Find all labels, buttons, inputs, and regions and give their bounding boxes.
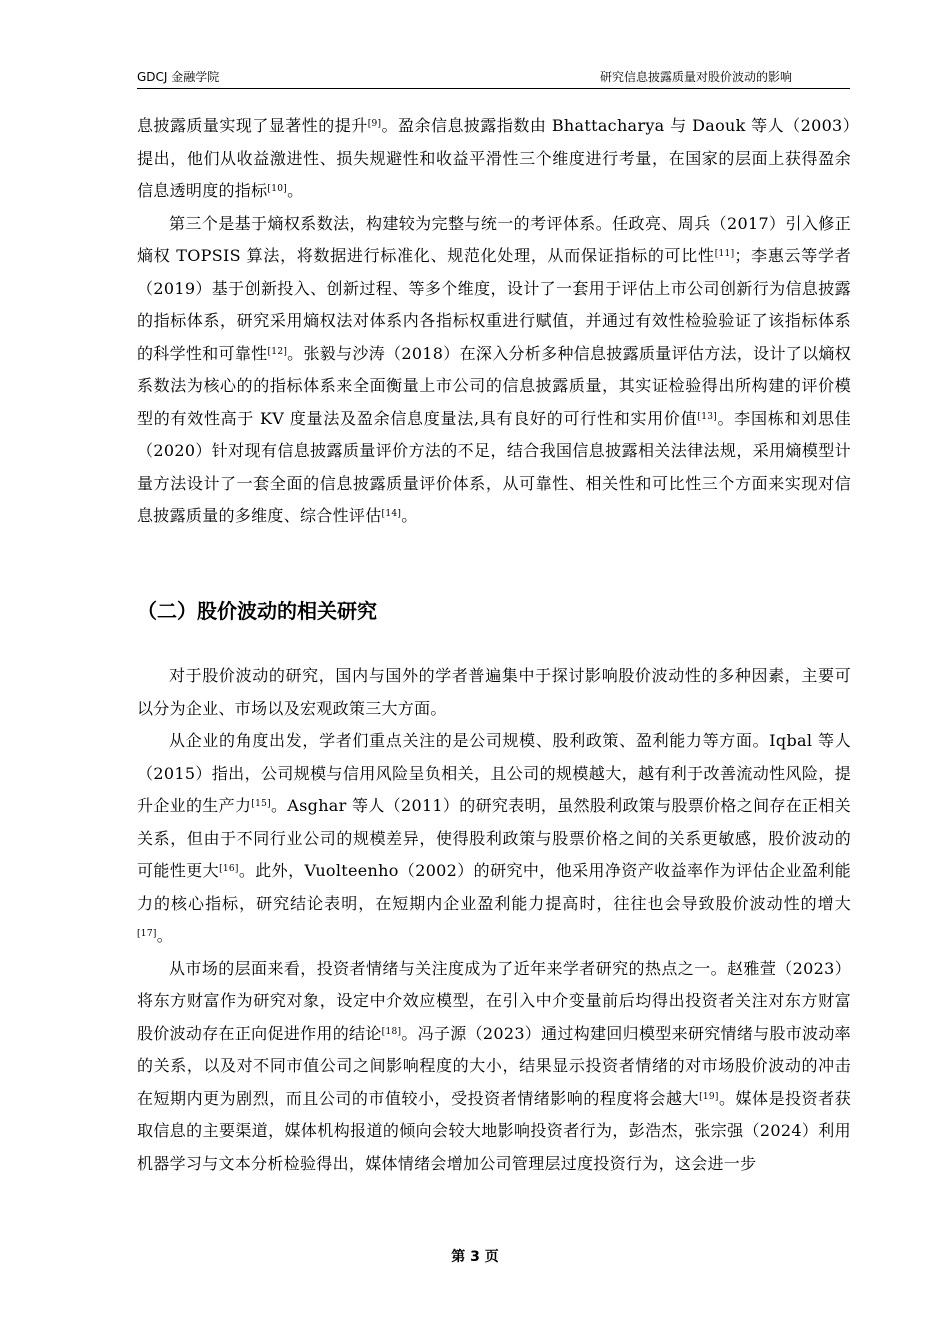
paragraph: [137, 725, 851, 953]
header-thesis-title: 研究信息披露质量对股价波动的影响: [599, 70, 792, 84]
paragraph-text: 。盈余信息披露指数由 Bhattacharya 与 Daouk 等人（2003）提出，他们从收益激进性、损失规避性和收益平滑性三个维度进行考量，在国家的层面上获得盈余信息透明度的指标: [137, 116, 852, 200]
paragraph-text: 。: [401, 506, 418, 525]
paragraph-text: 。冯子源（2023）通过构建回归模型来研究情绪与股市波动率的关系，以及对不同市值公司之间影响程度的大小，结果显示投资者情绪的对市场股价波动的冲击在短期内更为剧烈，而且公司的市值较小，受投资者情绪影响的程度将会越大: [137, 1023, 851, 1108]
page-number: 第 3 页: [451, 1249, 499, 1265]
paragraph: [137, 110, 851, 208]
paragraph-text: 第三个是基于熵权系数法，构建较为完整与统一的考评体系。任政亮、周兵（2017）引入修正熵权 TOPSIS 算法，将数据进行标准化、规范化处理，从而保证指标的可比性: [137, 213, 851, 265]
paragraph-text: 。此外，Vuolteenho（2002）的研究中，他采用净资产收益率作为评估企业盈利能力的核心指标，研究结论表明，在短期内企业盈利能力提高时，往往也会导致股价波动性的增大: [137, 861, 851, 913]
paragraph-text: 。媒体是投资者获取信息的主要渠道，媒体机构报道的倾向会较大地影响投资者行为，彭浩杰，张宗强（2024）利用机器学习与文本分析检验得出，媒体情绪会增加公司管理层过度投资行为，这会进一步: [137, 1088, 851, 1173]
header-institution: GDCJ 金融学院: [137, 70, 220, 84]
citation-ref: [13]: [697, 411, 718, 422]
citation-ref: [14]: [381, 509, 402, 520]
citation-ref: [16]: [219, 864, 239, 875]
citation-ref: [18]: [381, 1026, 402, 1037]
paragraph-text: 对于股价波动的研究，国内与国外的学者普遍集中于探讨影响股价波动性的多种因素，主要可以分为企业、市场以及宏观政策三大方面。: [137, 666, 851, 718]
paragraph-text: 。Asghar 等人（2011）的研究表明，虽然股利政策与股票价格之间存在正相关关系，但由于不同行业公司的规模差异，使得股利政策与股票价格之间的关系更敏感，股价波动的可能性更大: [137, 796, 851, 880]
paragraph: [137, 660, 851, 725]
paragraph-text: 息披露质量实现了显著性的提升: [137, 116, 368, 135]
section-heading: （二）股价波动的相关研究: [137, 599, 377, 623]
paragraph: [137, 953, 851, 1181]
citation-ref: [11]: [714, 249, 735, 260]
paragraph-text: 。: [156, 926, 173, 945]
paragraph-text: 。: [287, 181, 304, 200]
body-text-top: [137, 110, 851, 533]
paragraph-text: 从市场的层面来看，投资者情绪与关注度成为了近年来学者研究的热点之一。赵雅萱（2023）将东方财富作为研究对象，设定中介效应模型，在引入中介变量前后均得出投资者关注对东方财富股价波动存在正向促进作用的结论: [137, 958, 851, 1043]
body-text-bottom: [137, 660, 851, 1180]
paragraph-text: 。张毅与沙涛（2018）在深入分析多种信息披露质量评估方法，设计了以熵权系数法为核心的的指标体系来全面衡量上市公司的信息披露质量，其实证检验得出所构建的评价模型的有效性高于 KV 度量法及盈余信息度量法,具有良好的可行性和实用价值: [137, 343, 851, 428]
citation-ref: [15]: [251, 799, 271, 810]
citation-ref: [9]: [367, 119, 382, 130]
citation-ref: [19]: [699, 1091, 719, 1102]
paragraph-text: 从企业的角度出发，学者们重点关注的是公司规模、股利政策、盈利能力等方面。Iqbal 等人（2015）指出，公司规模与信用风险呈负相关，且公司的规模越大，越有利于改善流动性风险，提升企业的生产力: [137, 731, 851, 815]
page-header: [137, 66, 850, 89]
citation-ref: [12]: [267, 346, 288, 357]
citation-ref: [17]: [137, 929, 157, 940]
paragraph: [137, 208, 851, 533]
citation-ref: [10]: [267, 184, 288, 195]
paragraph-text: ；李惠云等学者（2019）基于创新投入、创新过程、等多个维度，设计了一套用于评估上市公司创新行为信息披露的指标体系，研究采用熵权法对体系内各指标权重进行赋值，并通过有效性检验验证了该指标体系的科学性和可靠性: [137, 246, 851, 363]
paragraph-text: 。李国栋和刘思佳（2020）针对现有信息披露质量评价方法的不足，结合我国信息披露相关法律法规，采用熵模型计量方法设计了一套全面的信息披露质量评价体系，从可靠性、相关性和可比性三个方面来实现对信息披露质量的多维度、综合性评估: [137, 408, 851, 525]
